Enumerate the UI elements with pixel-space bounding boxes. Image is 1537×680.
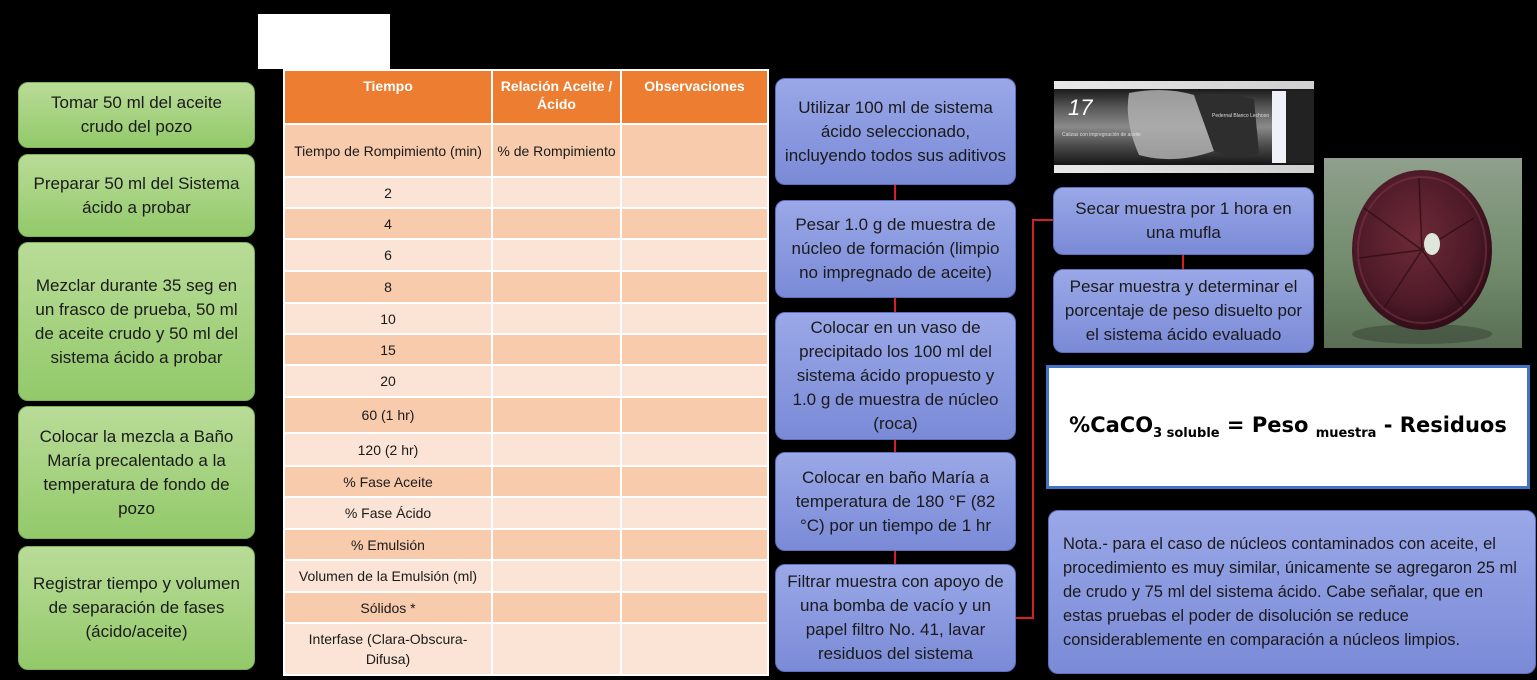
table-row — [284, 124, 768, 177]
connector-line — [1032, 219, 1034, 619]
core-disc-photo — [1324, 158, 1522, 348]
table-row — [284, 208, 768, 239]
table-row — [284, 529, 768, 560]
right-step-2: Pesar muestra y determinar el porcentaje de peso disuelto por el sistema ácido evaluado — [1053, 269, 1314, 353]
table-row — [284, 334, 768, 365]
table-cell — [621, 433, 768, 466]
table-row — [284, 592, 768, 623]
table-cell — [492, 208, 621, 239]
left-step-5: Registrar tiempo y volumen de separación de fases (ácido/aceite) — [18, 546, 255, 670]
formula-minus: - — [1376, 412, 1400, 437]
formula-equals: = — [1219, 412, 1252, 437]
table-cell — [492, 560, 621, 592]
table-row — [284, 433, 768, 466]
connector-line — [894, 185, 896, 200]
table-cell: % de Rompimiento — [492, 124, 621, 177]
table-cell — [621, 560, 768, 592]
table-cell — [492, 466, 621, 497]
blank-placeholder — [258, 14, 390, 69]
table-cell — [492, 592, 621, 623]
formula-term2: Residuos — [1399, 412, 1507, 437]
table-row — [284, 271, 768, 303]
table-row — [284, 365, 768, 397]
table-row — [284, 177, 768, 208]
table-row — [284, 239, 768, 271]
connector-line — [1032, 219, 1054, 221]
table-cell: 2 — [284, 177, 492, 208]
table-cell: % Fase Ácido — [284, 497, 492, 529]
connector-line — [894, 298, 896, 312]
table-cell — [492, 397, 621, 433]
left-step-2: Preparar 50 ml del Sistema ácido a probar — [18, 154, 255, 237]
middle-step-1: Utilizar 100 ml de sistema ácido seleccionado, incluyendo todos sus aditivos — [775, 78, 1016, 185]
table-header-observaciones: Observaciones — [621, 70, 768, 124]
table-cell — [621, 303, 768, 334]
table-cell: Interfase (Clara-Obscura-Difusa) — [284, 623, 492, 675]
table-cell — [492, 433, 621, 466]
table-cell — [621, 466, 768, 497]
connector-line — [1182, 255, 1184, 269]
middle-step-4: Colocar en baño María a temperatura de 180 °F (82 °C) por un tiempo de 1 hr — [775, 452, 1016, 551]
table-cell — [492, 365, 621, 397]
table-cell — [621, 365, 768, 397]
table-cell: Tiempo de Rompimiento (min) — [284, 124, 492, 177]
connector-line — [894, 551, 896, 564]
table-cell — [621, 334, 768, 365]
middle-step-5: Filtrar muestra con apoyo de una bomba de vacío y un papel filtro No. 41, lavar residuos del sistema — [775, 564, 1016, 672]
middle-step-2: Pesar 1.0 g de muestra de núcleo de formación (limpio no impregnado de aceite) — [775, 200, 1016, 298]
table-row — [284, 497, 768, 529]
table-cell — [492, 529, 621, 560]
table-cell — [621, 497, 768, 529]
table-cell: 10 — [284, 303, 492, 334]
formula-lhs: %CaCO — [1069, 412, 1154, 437]
table-cell: 120 (2 hr) — [284, 433, 492, 466]
right-step-1: Secar muestra por 1 hora en una mufla — [1053, 187, 1314, 255]
table-cell: % Emulsión — [284, 529, 492, 560]
formula-term1: Peso — [1251, 412, 1316, 437]
core-number: 17 — [1068, 95, 1093, 120]
connector-line — [894, 440, 896, 452]
table-cell — [621, 592, 768, 623]
table-cell: 20 — [284, 365, 492, 397]
table-cell: Volumen de la Emulsión (ml) — [284, 560, 492, 592]
core-label-left: Calizas con impregnación de aceite — [1062, 132, 1141, 138]
table-cell — [621, 271, 768, 303]
table-cell — [492, 271, 621, 303]
table-row — [284, 623, 768, 675]
table-cell: 6 — [284, 239, 492, 271]
table-row — [284, 397, 768, 433]
left-step-1: Tomar 50 ml del aceite crudo del pozo — [18, 82, 255, 148]
results-table — [283, 69, 769, 676]
core-sample-photo — [1054, 81, 1314, 173]
table-cell: 60 (1 hr) — [284, 397, 492, 433]
note-box: Nota.- para el caso de núcleos contaminados con aceite, el procedimiento es muy similar, únicamente se agregaron 25 ml de crudo y 75 ml del sistema ácido. Cabe señalar, que en estas pruebas el poder de disolución se reduce considerablemente en comparación a núcleos limpios. — [1048, 510, 1536, 674]
table-cell — [492, 623, 621, 675]
table-cell — [621, 208, 768, 239]
table-header-tiempo: Tiempo — [284, 70, 492, 124]
table-cell: 8 — [284, 271, 492, 303]
table-cell — [621, 397, 768, 433]
table-cell — [492, 239, 621, 271]
table-row — [284, 303, 768, 334]
table-cell — [492, 177, 621, 208]
caco3-formula — [1069, 413, 1507, 441]
table-cell — [492, 334, 621, 365]
core-label-right: Pedernal Blanco Lechoso — [1212, 113, 1269, 119]
table-row — [284, 560, 768, 592]
formula-lhs-subscript: soluble — [1162, 426, 1220, 442]
formula-lhs-subscript-number: 3 — [1153, 426, 1163, 442]
table-cell: 15 — [284, 334, 492, 365]
table-cell — [621, 239, 768, 271]
table-cell: Sólidos * — [284, 592, 492, 623]
core-disc-image — [1324, 158, 1522, 348]
formula-term1-subscript: muestra — [1315, 426, 1377, 442]
table-cell: 4 — [284, 208, 492, 239]
middle-step-3: Colocar en un vaso de precipitado los 100 ml del sistema ácido propuesto y 1.0 g de muestra de núcleo (roca) — [775, 312, 1016, 440]
formula-box — [1046, 365, 1530, 489]
core-sample-image — [1054, 81, 1314, 173]
table-row — [284, 466, 768, 497]
table-cell — [621, 124, 768, 177]
table-cell — [621, 623, 768, 675]
table-cell — [621, 177, 768, 208]
table-cell — [492, 497, 621, 529]
table-cell: % Fase Aceite — [284, 466, 492, 497]
left-step-4: Colocar la mezcla a Baño María precalentado a la temperatura de fondo de pozo — [18, 406, 255, 539]
table-cell — [621, 529, 768, 560]
table-cell — [492, 303, 621, 334]
table-header-relacion: Relación Aceite / Ácido — [492, 70, 621, 124]
left-step-3: Mezclar durante 35 seg en un frasco de prueba, 50 ml de aceite crudo y 50 ml del sistema ácido a probar — [18, 242, 255, 401]
